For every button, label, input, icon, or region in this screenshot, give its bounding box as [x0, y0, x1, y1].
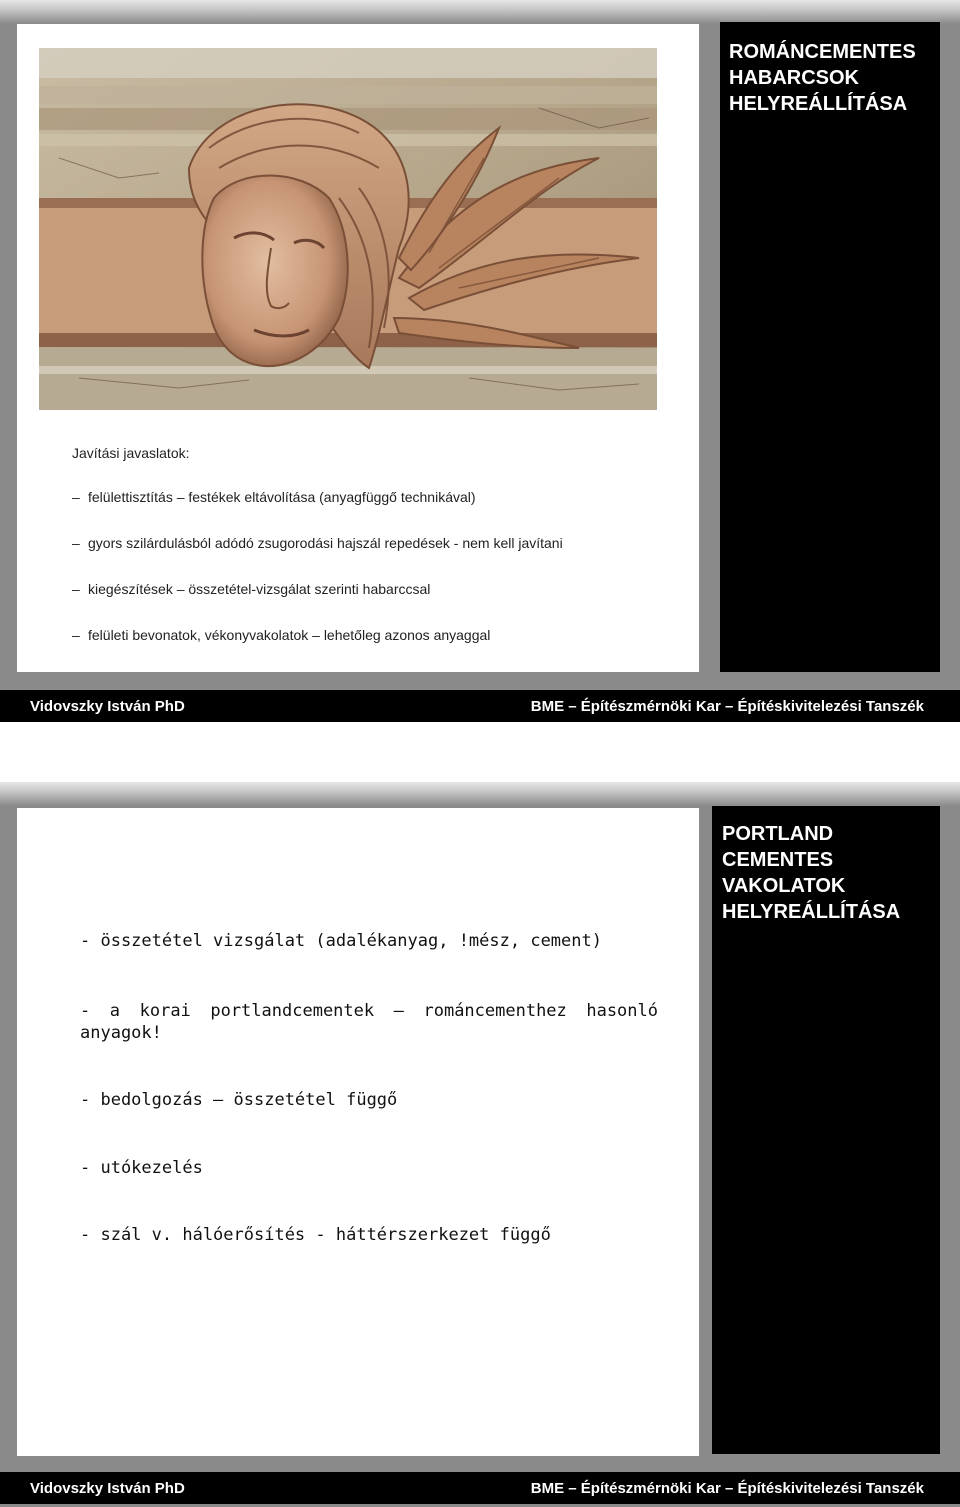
slide-2-title [722, 821, 900, 925]
list-item [72, 533, 672, 553]
title-line: VAKOLATOK [722, 875, 846, 897]
slide-1-footer [0, 690, 960, 722]
title-line: ROMÁNCEMENTES [729, 41, 916, 63]
list-item-text: felületi bevonatok, vékonyvakolatok – lehetőleg azonos anyaggal [88, 627, 491, 643]
footer-author: Vidovszky István PhD [30, 1480, 185, 1497]
slide-2-footer [0, 1472, 960, 1504]
slide-2-content-panel [17, 808, 699, 1456]
list-item: - bedolgozás – összetétel függő [80, 1090, 398, 1110]
dash-marker: – [72, 581, 80, 597]
title-line: HELYREÁLLÍTÁSA [729, 93, 908, 115]
slide-1-title [729, 39, 916, 117]
slide-1-body [72, 445, 672, 671]
slide-1-title-panel [720, 22, 940, 672]
list-item: - utókezelés [80, 1158, 203, 1178]
title-line: HABARCSOK [729, 67, 859, 89]
dash-marker: – [72, 627, 80, 643]
list-item: - szál v. hálóerősítés - háttérszerkezet függő [80, 1225, 551, 1245]
list-item [72, 579, 672, 599]
footer-author: Vidovszky István PhD [30, 698, 185, 715]
list-item: - a korai portlandcementek – románcementhez hasonló anyagok! [80, 1001, 658, 1043]
list-item-text: felülettisztítás – festékek eltávolítása (anyagfüggő technikával) [88, 489, 476, 505]
dash-marker: – [72, 535, 80, 551]
list-item [72, 487, 672, 507]
list-item-text: kiegészítések – összetétel-vizsgálat szerinti habarccsal [88, 581, 431, 597]
footer-department: BME – Építészmérnöki Kar – Építéskivitelezési Tanszék [530, 1480, 924, 1497]
repair-heading: Javítási javaslatok: [72, 445, 190, 461]
title-line: HELYREÁLLÍTÁSA [722, 901, 901, 923]
list-item: - összetétel vizsgálat (adalékanyag, !mész, cement) [80, 931, 602, 951]
relief-sculpture-photo [39, 48, 657, 410]
title-line: CEMENTES [722, 849, 834, 871]
title-line: PORTLAND [722, 823, 834, 845]
repair-list [72, 487, 672, 645]
footer-department: BME – Építészmérnöki Kar – Építéskivitelezési Tanszék [530, 698, 924, 715]
relief-sculpture-image [39, 48, 657, 410]
list-item [72, 625, 672, 645]
list-item-text: gyors szilárdulásból adódó zsugorodási hajszál repedések - nem kell javítani [88, 535, 563, 551]
dash-marker: – [72, 489, 80, 505]
